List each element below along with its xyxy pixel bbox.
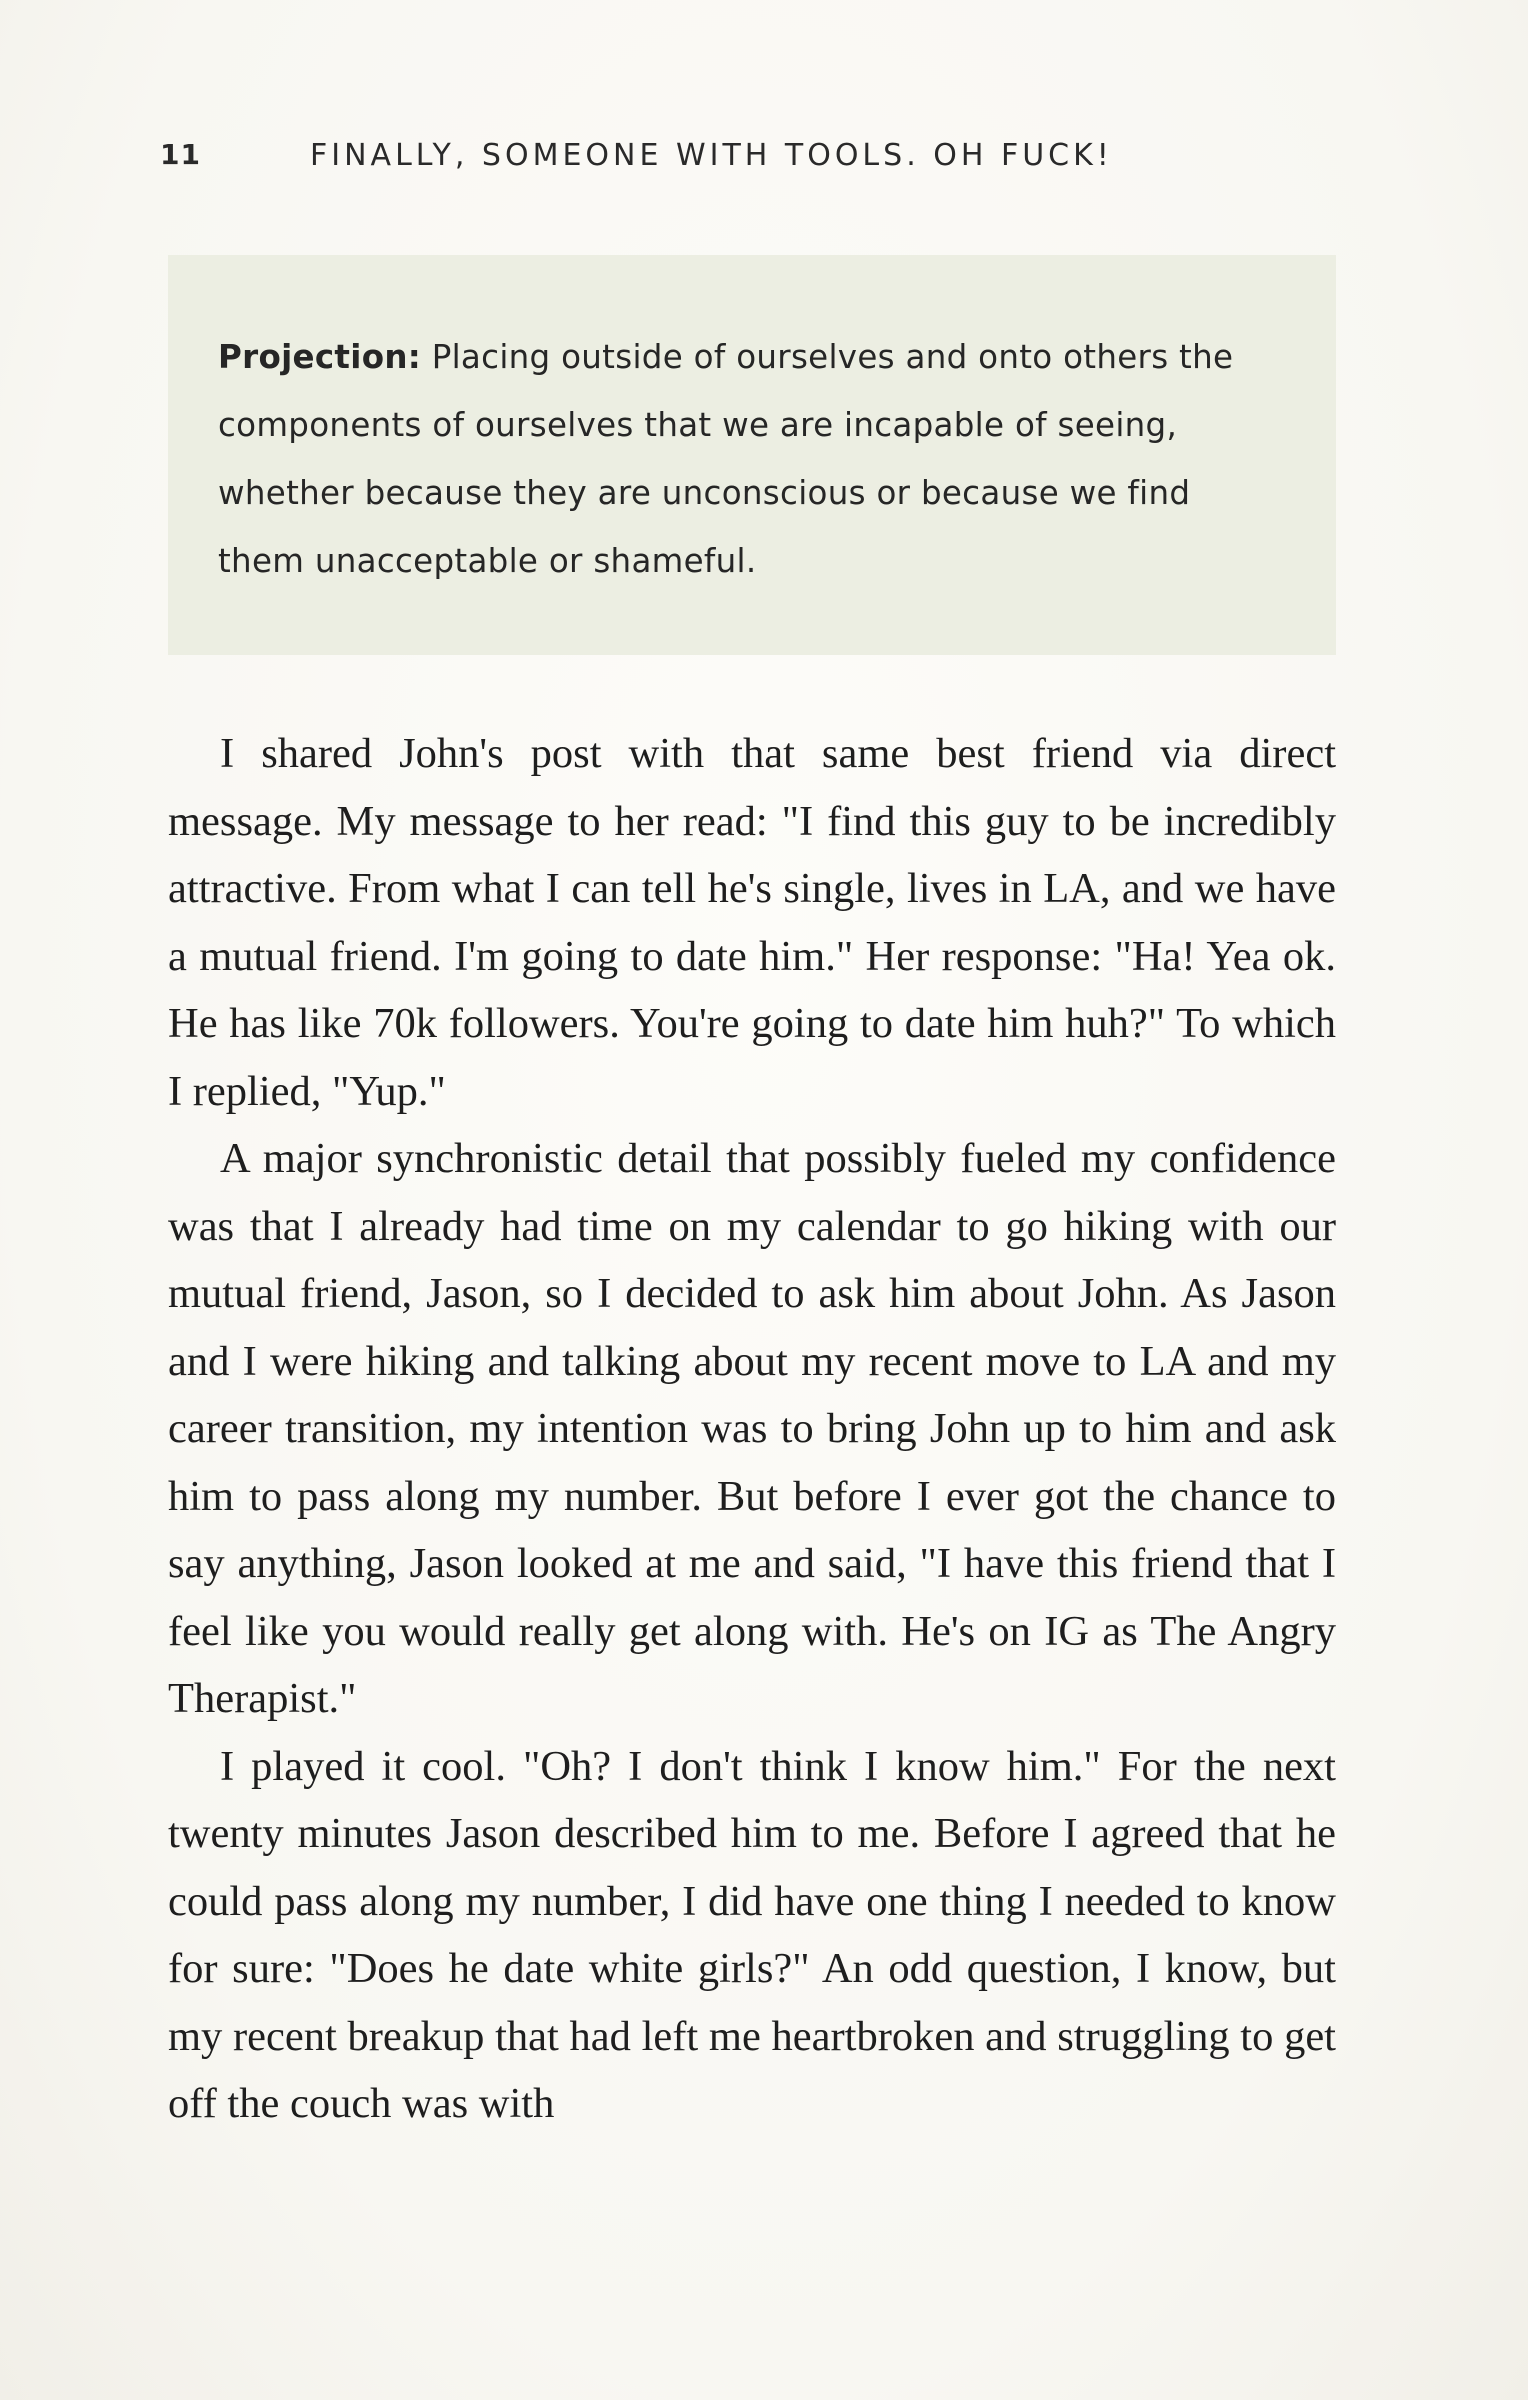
definition-term: Projection:: [218, 338, 422, 376]
page-number: 11: [160, 138, 201, 171]
running-head: [160, 138, 1360, 188]
paragraph: I shared John's post with that same best friend via direct message. My message to her read: "I find this guy to be incredibly attractive. From what I can tell he's single, lives in LA, and we have a mutual friend. I'm going to date him." Her response: "Ha! Yea ok. He has like 70k followers. You're going to date him huh?" To which I replied, "Yup.": [168, 730, 1336, 1115]
paragraph: A major synchronistic detail that possibly fueled my confidence was that I already had time on my calendar to go hiking with our mutual friend, Jason, so I decided to ask him about John. As Jason and I were hiking and talking about my recent move to LA and my career transition, my intention was to bring John up to him and ask him to pass along my number. But before I ever got the chance to say anything, Jason looked at me and said, "I have this friend that I feel like you would really get along with. He's on IG as The Angry Therapist.": [168, 1135, 1336, 1722]
body-text: [168, 720, 1336, 2138]
paragraph: I played it cool. "Oh? I don't think I know him." For the next twenty minutes Jason described him to me. Before I agreed that he could pass along my number, I did have one thing I needed to know for sure: "Does he date white girls?" An odd question, I know, but my recent breakup that had left me heartbroken and struggling to get off the couch was with: [168, 1742, 1336, 2127]
chapter-title: FINALLY, SOMEONE WITH TOOLS. OH FUCK!: [310, 138, 1113, 173]
definition-body: Placing outside of ourselves and onto others the components of ourselves that we are incapable of seeing, whether because they are unconscious or because we find them unacceptable or shameful.: [218, 338, 1234, 580]
definition-text: [218, 323, 1286, 595]
definition-sidebar: [168, 255, 1336, 655]
